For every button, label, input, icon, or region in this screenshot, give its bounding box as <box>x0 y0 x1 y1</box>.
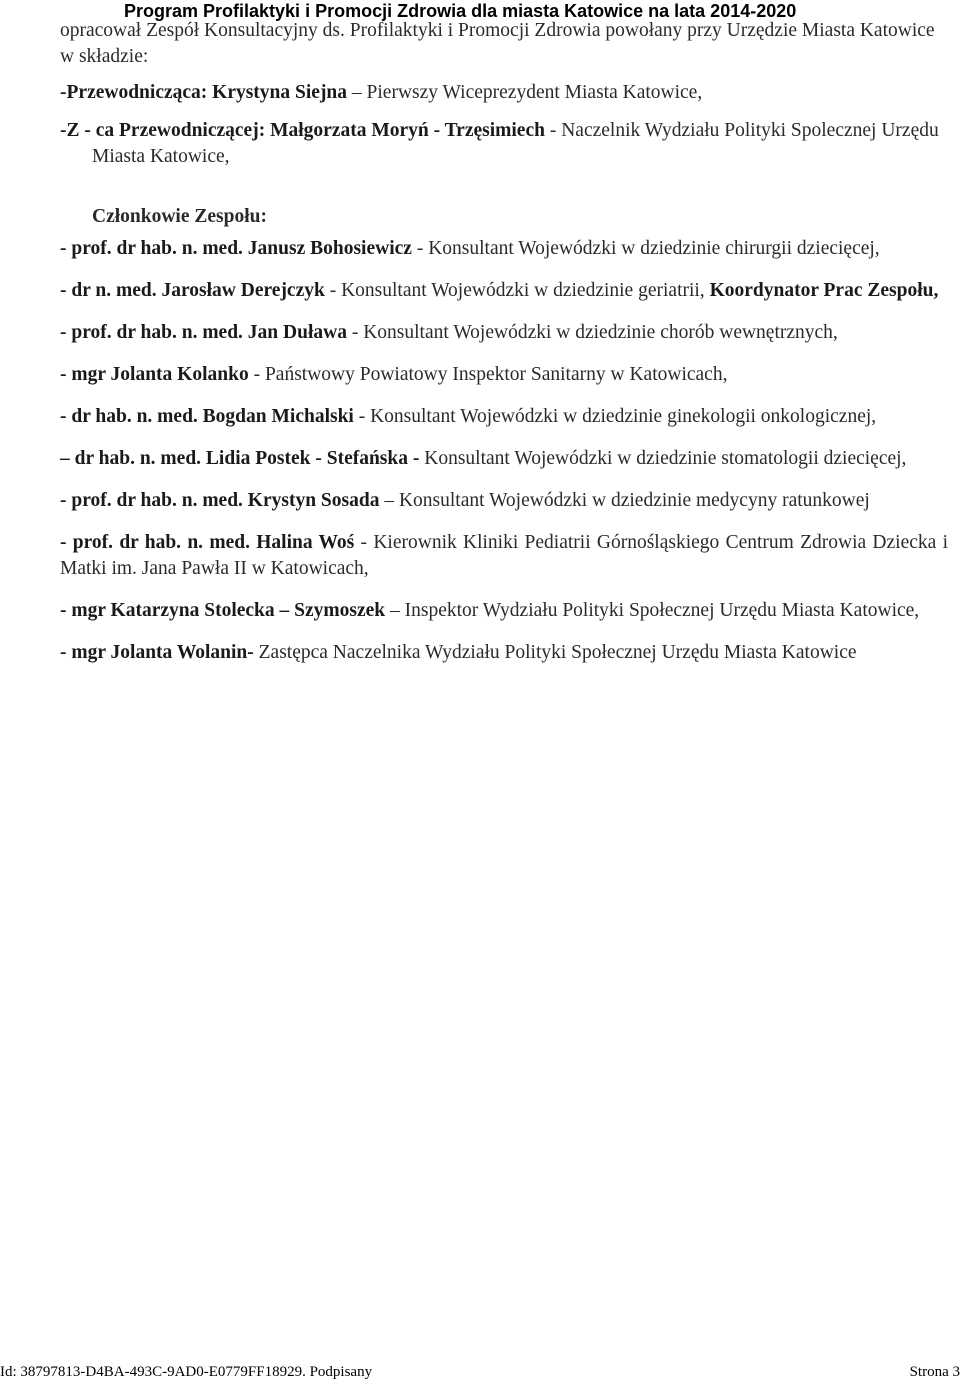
member-description: - Konsultant Wojewódzki w dziedzinie ginekologii onkologicznej, <box>353 406 877 427</box>
vice-chair-description: - Naczelnik Wydziału Polityki Spolecznej Urzędu Miasta Katowice, <box>92 120 939 167</box>
list-item <box>60 446 948 472</box>
document-header-title: Program Profilaktyki i Promocji Zdrowia dla miasta Katowice na lata 2014-2020 <box>124 1 797 21</box>
document-body <box>60 18 948 682</box>
intro-paragraph: opracował Zespół Konsultacyjny ds. Profilaktyki i Promocji Zdrowia powołany przy Urzędzie Miasta Katowice w składzie: <box>60 20 935 67</box>
member-description: - Kierownik Kliniki Pediatrii Górnośląskiego Centrum Zdrowia Dziecka i Matki im. Jana Pawła II w Katowicach, <box>60 532 948 579</box>
member-name: - mgr Jolanta Kolanko <box>60 364 249 385</box>
page-footer <box>0 1364 960 1384</box>
member-description: - Konsultant Wojewódzki w dziedzinie chorób wewnętrznych, <box>346 322 838 343</box>
member-description: - Konsultant Wojewódzki w dziedzinie geriatrii, <box>324 280 710 301</box>
list-item <box>60 320 948 346</box>
member-name: - dr n. med. Jarosław Derejczyk <box>60 280 325 301</box>
member-name: - dr hab. n. med. Bogdan Michalski <box>60 406 354 427</box>
chair-entry <box>60 80 948 106</box>
member-name: - mgr Jolanta Wolanin- <box>60 642 254 663</box>
member-name: – dr hab. n. med. Lidia Postek - Stefańska - <box>60 448 420 469</box>
member-name: - prof. dr hab. n. med. Krystyn Sosada <box>60 490 380 511</box>
member-description: Zastępca Naczelnika Wydziału Polityki Społecznej Urzędu Miasta Katowice <box>253 642 857 663</box>
member-description: Konsultant Wojewódzki w dziedzinie stomatologii dziecięcej, <box>419 448 907 469</box>
member-description: - Konsultant Wojewódzki w dziedzinie chirurgii dziecięcej, <box>411 238 880 259</box>
member-name: - mgr Katarzyna Stolecka – Szymoszek <box>60 600 386 621</box>
list-item <box>60 598 948 624</box>
list-item <box>60 362 948 388</box>
list-item <box>60 236 948 262</box>
document-id: Id: 38797813-D4BA-493C-9AD0-E0779FF18929. Podpisany <box>0 1364 373 1380</box>
member-description: – Konsultant Wojewódzki w dziedzinie medycyny ratunkowej <box>379 490 870 511</box>
vice-chair-name: -Z - ca Przewodniczącej: Małgorzata Moryń - Trzęsimiech <box>60 120 545 141</box>
page-number: Strona 3 <box>909 1364 960 1380</box>
chair-role: - <box>60 82 67 103</box>
list-item <box>60 530 948 582</box>
chair-description: – Pierwszy Wiceprezydent Miasta Katowice, <box>347 82 703 103</box>
list-item <box>60 404 948 430</box>
list-item <box>60 278 948 304</box>
member-description: – Inspektor Wydziału Polityki Społecznej Urzędu Miasta Katowice, <box>385 600 920 621</box>
chair-name: Przewodnicząca: Krystyna Siejna <box>66 82 348 103</box>
list-item <box>60 488 948 514</box>
members-list <box>60 236 948 666</box>
list-item <box>60 640 948 666</box>
vice-chair-entry <box>60 118 948 170</box>
member-name: - prof. dr hab. n. med. Halina Woś <box>60 532 355 553</box>
member-name: - prof. dr hab. n. med. Jan Duława <box>60 322 347 343</box>
members-heading: Członkowie Zespołu: <box>92 206 267 227</box>
member-description: - Państwowy Powiatowy Inspektor Sanitarny w Katowicach, <box>248 364 728 385</box>
member-name: - prof. dr hab. n. med. Janusz Bohosiewicz <box>60 238 412 259</box>
member-extra: Koordynator Prac Zespołu, <box>709 280 939 301</box>
